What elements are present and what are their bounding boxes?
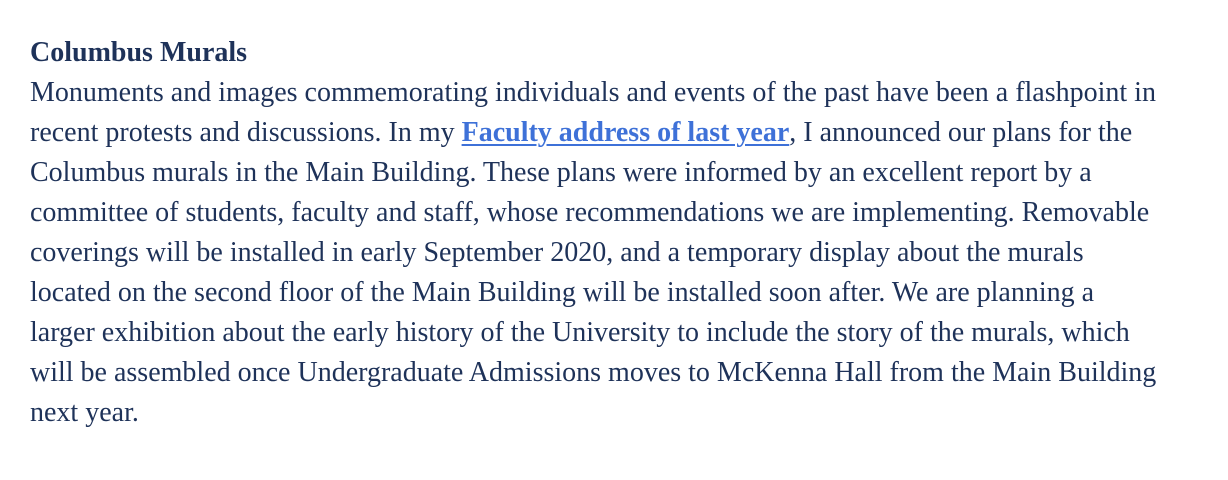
section-heading: Columbus Murals: [30, 37, 248, 68]
paragraph-text-before-link: Monuments and images commemorating individuals and events of the past have been a flashpoint in recent protests and discussions. In my: [30, 77, 1156, 148]
faculty-address-link[interactable]: Faculty address of last year: [461, 117, 790, 148]
paragraph-text-after-link: , I announced our plans for the Columbus murals in the Main Building. These plans were informed by an excellent report by a committee of students, faculty and staff, whose recommendations we are implementing. Removable coverings will be installed in early September 2020, and a temporary display about the murals located on the second floor of the Main Building will be installed soon after. We are planning a larger exhibition about the early history of the University to include the story of the murals, which will be assembled once Undergraduate Admissions moves to McKenna Hall from the Main Building next year.: [30, 117, 1157, 428]
paragraph: [30, 73, 1160, 433]
